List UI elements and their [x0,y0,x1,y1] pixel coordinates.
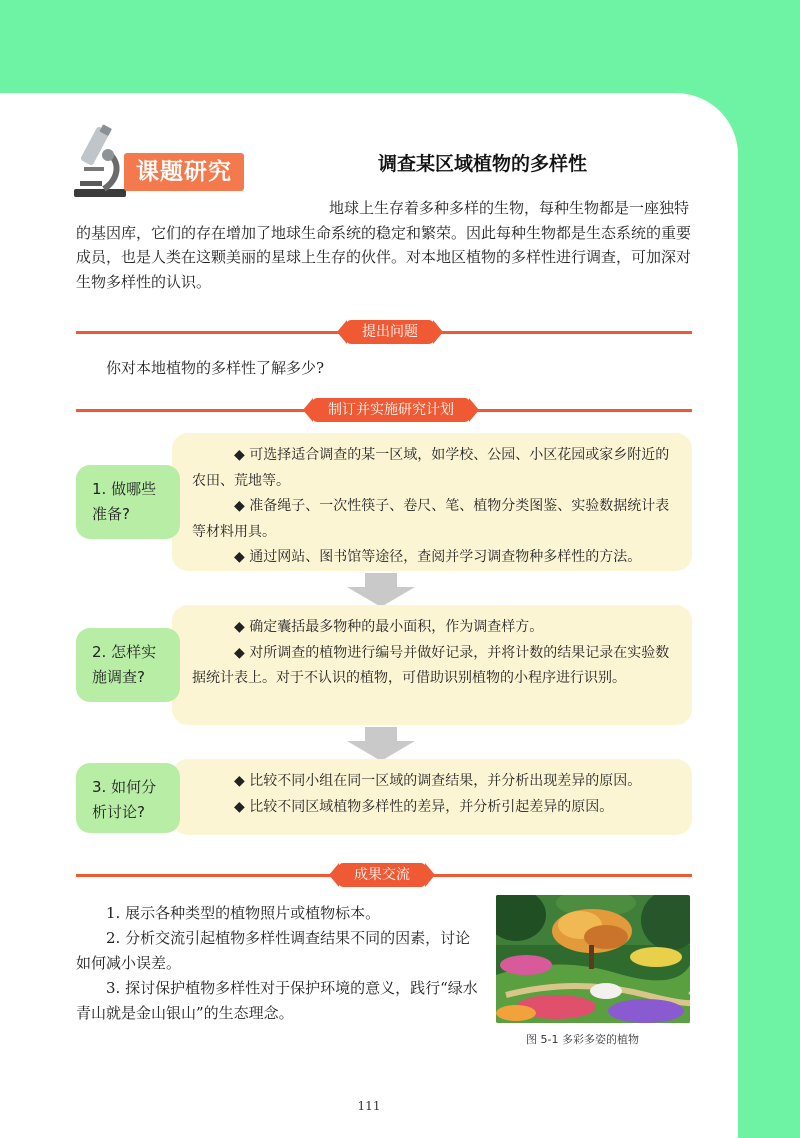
page [0,93,738,1138]
section-ask-bar [76,322,692,342]
intro-first-line: 地球上生存着多种多样的生物，每种生物都是一座 [329,199,660,217]
results-item: 1. 展示各种类型的植物照片或植物标本。 [106,904,381,922]
section-plan-title: 制订并实施研究计划 [312,398,470,422]
section-share-bar [76,865,692,885]
arrow-down-icon [347,727,415,761]
step-1-box [172,433,692,571]
intro-paragraph [76,196,692,294]
arrow-down-icon [347,573,415,607]
step-3-item: ◆ 比较不同区域植物多样性的差异，并分析引起差异的原因。 [234,798,614,815]
step-3-box [172,759,692,835]
step-2-item: ◆ 对所调查的植物进行编号并做好记录，并将计数的结果记录在实验数据统计表上。对于不认识的植物，可借助识别植物的小程序进行识别。 [192,644,670,686]
section-share-title: 成果交流 [338,863,426,887]
topic-badge: 课题研究 [124,153,244,191]
step-2-label: 2. 怎样实施调查? [76,628,180,702]
step-3-item: ◆ 比较不同小组在同一区域的调查结果，并分析出现差异的原因。 [234,773,642,789]
intro-rest: 独特的基因库，它们的存在增加了地球生命系统的稳定和繁荣。因此每种生物都是生态系统的重要成员，也是人类在这颗美丽的星球上生存的伙伴。对本地区植物的多样性进行调查，可加深对生物多样性的认识。 [76,199,692,291]
results-item: 2. 分析交流引起植物多样性调查结果不同的因素，讨论如何减小误差。 [76,929,471,972]
garden-photo [496,895,690,1023]
step-3-label: 3. 如何分析讨论? [76,763,180,833]
step-1-item: ◆ 可选择适合调查的某一区域，如学校、公园、小区花园或家乡附近的农田、荒地等。 [192,447,670,489]
microscope-icon [70,123,130,201]
page-number: 111 [357,1099,381,1113]
step-1-item: ◆ 准备绳子、一次性筷子、卷尺、笔、植物分类图鉴、实验数据统计表等材料用具。 [192,498,670,540]
section-plan-bar [76,400,692,420]
question-text: 你对本地植物的多样性了解多少? [106,359,325,377]
results-list [76,901,478,1026]
figure-caption: 图 5-1 多彩多姿的植物 [526,1033,639,1046]
step-2-item: ◆ 确定囊括最多物种的最小面积，作为调查样方。 [234,619,544,635]
step-1-item: ◆ 通过网站、图书馆等途径，查阅并学习调查物种多样性的方法。 [234,549,642,565]
step-1-label: 1. 做哪些准备? [76,465,180,539]
results-item: 3. 探讨保护植物多样性对于保护环境的意义，践行“绿水青山就是金山银山”的生态理念。 [76,979,478,1022]
step-2-box [172,605,692,725]
section-ask-title: 提出问题 [346,320,434,344]
topic-title: 调查某区域植物的多样性 [378,153,588,175]
